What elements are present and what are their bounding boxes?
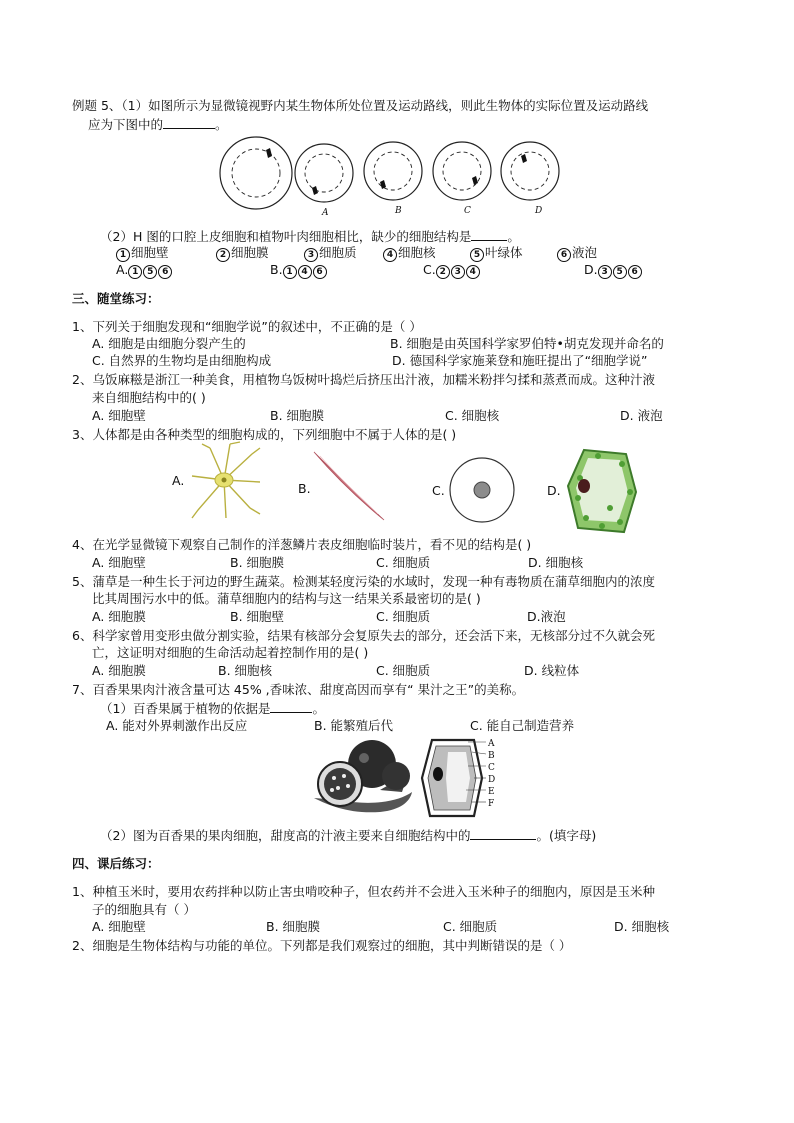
answer-blank	[270, 700, 312, 713]
structure-item-6	[557, 245, 597, 262]
q6-option-c[interactable]: C. 细胞质	[376, 663, 431, 678]
structure-item-4	[383, 245, 436, 262]
cell-label-a: A	[488, 739, 495, 749]
answer-blank	[163, 116, 215, 129]
field-circle-a	[295, 144, 353, 202]
neuron-cell-image[interactable]	[190, 440, 262, 520]
circled-number: 4	[383, 248, 397, 262]
section3-title: 三、随堂练习：	[72, 291, 160, 306]
q2-option-a[interactable]: A. 细胞壁	[92, 408, 146, 423]
cell-label-c: C	[488, 763, 495, 773]
period: 。	[215, 117, 228, 132]
q5-line1: 5、蒲草是一种生长于河边的野生蔬菜。检测某轻度污染的水域时，发现一种有毒物质在蒲草细胞内的浓度	[72, 574, 655, 589]
answer-blank	[470, 827, 536, 840]
egg-cell-image[interactable]	[448, 455, 516, 525]
muscle-cell-image[interactable]	[312, 450, 386, 524]
q5-option-a[interactable]: A. 细胞膜	[92, 609, 146, 624]
plant-cell-image[interactable]	[566, 448, 638, 534]
circled-number: 6	[628, 265, 642, 279]
item-text: 细胞质	[319, 245, 357, 260]
q1-stem: 1、下列关于细胞发现和“细胞学说”的叙述中，不正确的是（ ）	[72, 319, 422, 334]
option-label: A.	[116, 262, 129, 277]
example5-option-d[interactable]	[584, 262, 643, 279]
fig-label-a: A	[322, 208, 329, 218]
q5-option-c[interactable]: C. 细胞质	[376, 609, 431, 624]
cell-label-e: E	[488, 787, 495, 797]
h1-option-a[interactable]: A. 细胞壁	[92, 919, 146, 934]
circled-number: 5	[470, 248, 484, 262]
q6-option-b[interactable]: B. 细胞核	[218, 663, 273, 678]
option-label: D.	[584, 262, 598, 277]
q4-option-c[interactable]: C. 细胞质	[376, 555, 431, 570]
h1-line1: 1、种植玉米时，要用农药拌种以防止害虫啃咬种子，但农药并不会进入玉米种子的细胞内，原因是玉米种	[72, 884, 655, 899]
cell-label-b: B	[488, 751, 495, 761]
item-text: 细胞核	[398, 245, 436, 260]
item-text: 细胞膜	[231, 245, 269, 260]
q7-sub1-option-b[interactable]: B. 能繁殖后代	[314, 718, 394, 733]
q1-option-c[interactable]: C. 自然界的生物均是由细胞构成	[92, 353, 272, 368]
field-circle-d	[501, 142, 559, 200]
q4-option-d[interactable]: D. 细胞核	[528, 555, 584, 570]
passion-fruit-image[interactable]	[310, 736, 414, 816]
circled-number: 4	[466, 265, 480, 279]
q1-option-a[interactable]: A. 细胞是由细胞分裂产生的	[92, 336, 246, 351]
q2-line2: 来自细胞结构中的( )	[92, 390, 206, 405]
q4-option-a[interactable]: A. 细胞壁	[92, 555, 146, 570]
q5-option-d[interactable]: D.液泡	[527, 609, 566, 624]
q2-text: （2）H 图的口腔上皮细胞和植物叶肉细胞相比，缺少的细胞结构是	[100, 229, 472, 244]
circled-number: 2	[216, 248, 230, 262]
cell-label-d: D	[488, 775, 496, 785]
cell-structure-labels	[488, 738, 495, 810]
q3-label-d: D.	[547, 483, 561, 498]
q3-label-c: C.	[432, 483, 445, 498]
answer-blank	[471, 228, 507, 241]
circled-number: 1	[128, 265, 142, 279]
h1-option-d[interactable]: D. 细胞核	[614, 919, 670, 934]
item-text: 叶绿体	[485, 245, 523, 260]
circled-number: 3	[598, 265, 612, 279]
structure-item-5	[470, 245, 523, 262]
example5-option-a[interactable]	[116, 262, 173, 279]
circled-number: 1	[283, 265, 297, 279]
q5-option-b[interactable]: B. 细胞壁	[230, 609, 285, 624]
circled-number: 6	[557, 248, 571, 262]
circled-number: 5	[613, 265, 627, 279]
q5-line2: 比其周围污水中的低。蒲草细胞内的结构与这一结果关系最密切的是( )	[92, 591, 481, 606]
example5-question2	[100, 228, 520, 245]
q2-option-d[interactable]: D. 液泡	[620, 408, 663, 423]
sub1-text: （1）百香果属于植物的依据是	[100, 701, 271, 716]
q6-line1: 6、科学家曾用变形虫做分割实验，结果有核部分会复原失去的部分，还会活下来，无核部分过不久就会死	[72, 628, 655, 643]
field-circle-c	[433, 142, 491, 200]
h1-line2: 子的细胞具有（ ）	[92, 902, 196, 917]
q7-sub1	[100, 700, 325, 717]
cell-label-f: F	[488, 799, 495, 809]
structure-item-3	[304, 245, 357, 262]
q6-option-a[interactable]: A. 细胞膜	[92, 663, 146, 678]
circled-number: 3	[304, 248, 318, 262]
sub2-end: 。(填字母)	[536, 828, 597, 843]
circled-number: 6	[158, 265, 172, 279]
period: 。	[312, 701, 325, 716]
q7-sub1-option-c[interactable]: C. 能自己制造营养	[470, 718, 575, 733]
option-label: B.	[270, 262, 283, 277]
field-circle-b	[364, 142, 422, 200]
example5-option-b[interactable]	[270, 262, 328, 279]
q1-option-b[interactable]: B. 细胞是由英国科学家罗伯特•胡克发现并命名的	[390, 336, 664, 351]
q3-label-a: A.	[172, 473, 185, 488]
circled-number: 2	[436, 265, 450, 279]
circled-number: 4	[298, 265, 312, 279]
example5-question1-line1: 例题 5、（1）如图所示为显微镜视野内某生物体所处位置及运动路线，则此生物体的实际位置及运动路线	[72, 98, 649, 113]
q2-option-b[interactable]: B. 细胞膜	[270, 408, 325, 423]
circled-number: 6	[313, 265, 327, 279]
circled-number: 1	[116, 248, 130, 262]
fruit-flesh-cell-diagram	[418, 738, 486, 818]
period: 。	[507, 229, 520, 244]
q2-line1: 2、乌饭麻糍是浙江一种美食，用植物乌饭树叶捣烂后挤压出汁液，加糯米粉拌匀揉和蒸煮而成。这种汁液	[72, 372, 655, 387]
h1-option-c[interactable]: C. 细胞质	[443, 919, 498, 934]
q1-text: 应为下图中的	[88, 117, 164, 132]
microscope-field-figure	[218, 136, 558, 216]
fig-label-b: B	[395, 206, 402, 216]
q2-option-c[interactable]: C. 细胞核	[445, 408, 500, 423]
h2-stem: 2、细胞是生物体结构与功能的单位。下列都是我们观察过的细胞，其中判断错误的是（ ）	[72, 938, 572, 953]
item-text: 液泡	[572, 245, 598, 260]
q4-option-b[interactable]: B. 细胞膜	[230, 555, 285, 570]
q6-option-d[interactable]: D. 线粒体	[524, 663, 580, 678]
example5-option-c[interactable]	[423, 262, 481, 279]
q7-sub1-option-a[interactable]: A. 能对外界刺激作出反应	[106, 718, 248, 733]
circled-number: 5	[143, 265, 157, 279]
structure-item-1	[116, 245, 169, 262]
q7-stem: 7、百香果果肉汁液含量可达 45% ,香味浓、甜度高因而享有“ 果汁之王”的美称。	[72, 682, 525, 697]
option-label: C.	[423, 262, 436, 277]
circled-number: 3	[451, 265, 465, 279]
q7-sub2	[100, 827, 596, 844]
example5-question1-line2	[88, 116, 228, 133]
q1-option-d[interactable]: D. 德国科学家施莱登和施旺提出了“细胞学说”	[392, 353, 648, 368]
q3-stem: 3、人体都是由各种类型的细胞构成的，下列细胞中不属于人体的是( )	[72, 427, 457, 442]
q3-label-b: B.	[298, 481, 311, 496]
fig-label-c: C	[464, 206, 471, 216]
section4-title: 四、课后练习：	[72, 856, 160, 871]
structure-item-2	[216, 245, 269, 262]
field-circle-original	[220, 137, 292, 209]
sub2-text: （2）图为百香果的果肉细胞，甜度高的汁液主要来自细胞结构中的	[100, 828, 471, 843]
q4-stem: 4、在光学显微镜下观察自己制作的洋葱鳞片表皮细胞临时装片，看不见的结构是( )	[72, 537, 532, 552]
q6-line2: 亡，这证明对细胞的生命活动起着控制作用的是( )	[92, 645, 369, 660]
fig-label-d: D	[535, 206, 543, 216]
item-text: 细胞壁	[131, 245, 169, 260]
h1-option-b[interactable]: B. 细胞膜	[266, 919, 321, 934]
